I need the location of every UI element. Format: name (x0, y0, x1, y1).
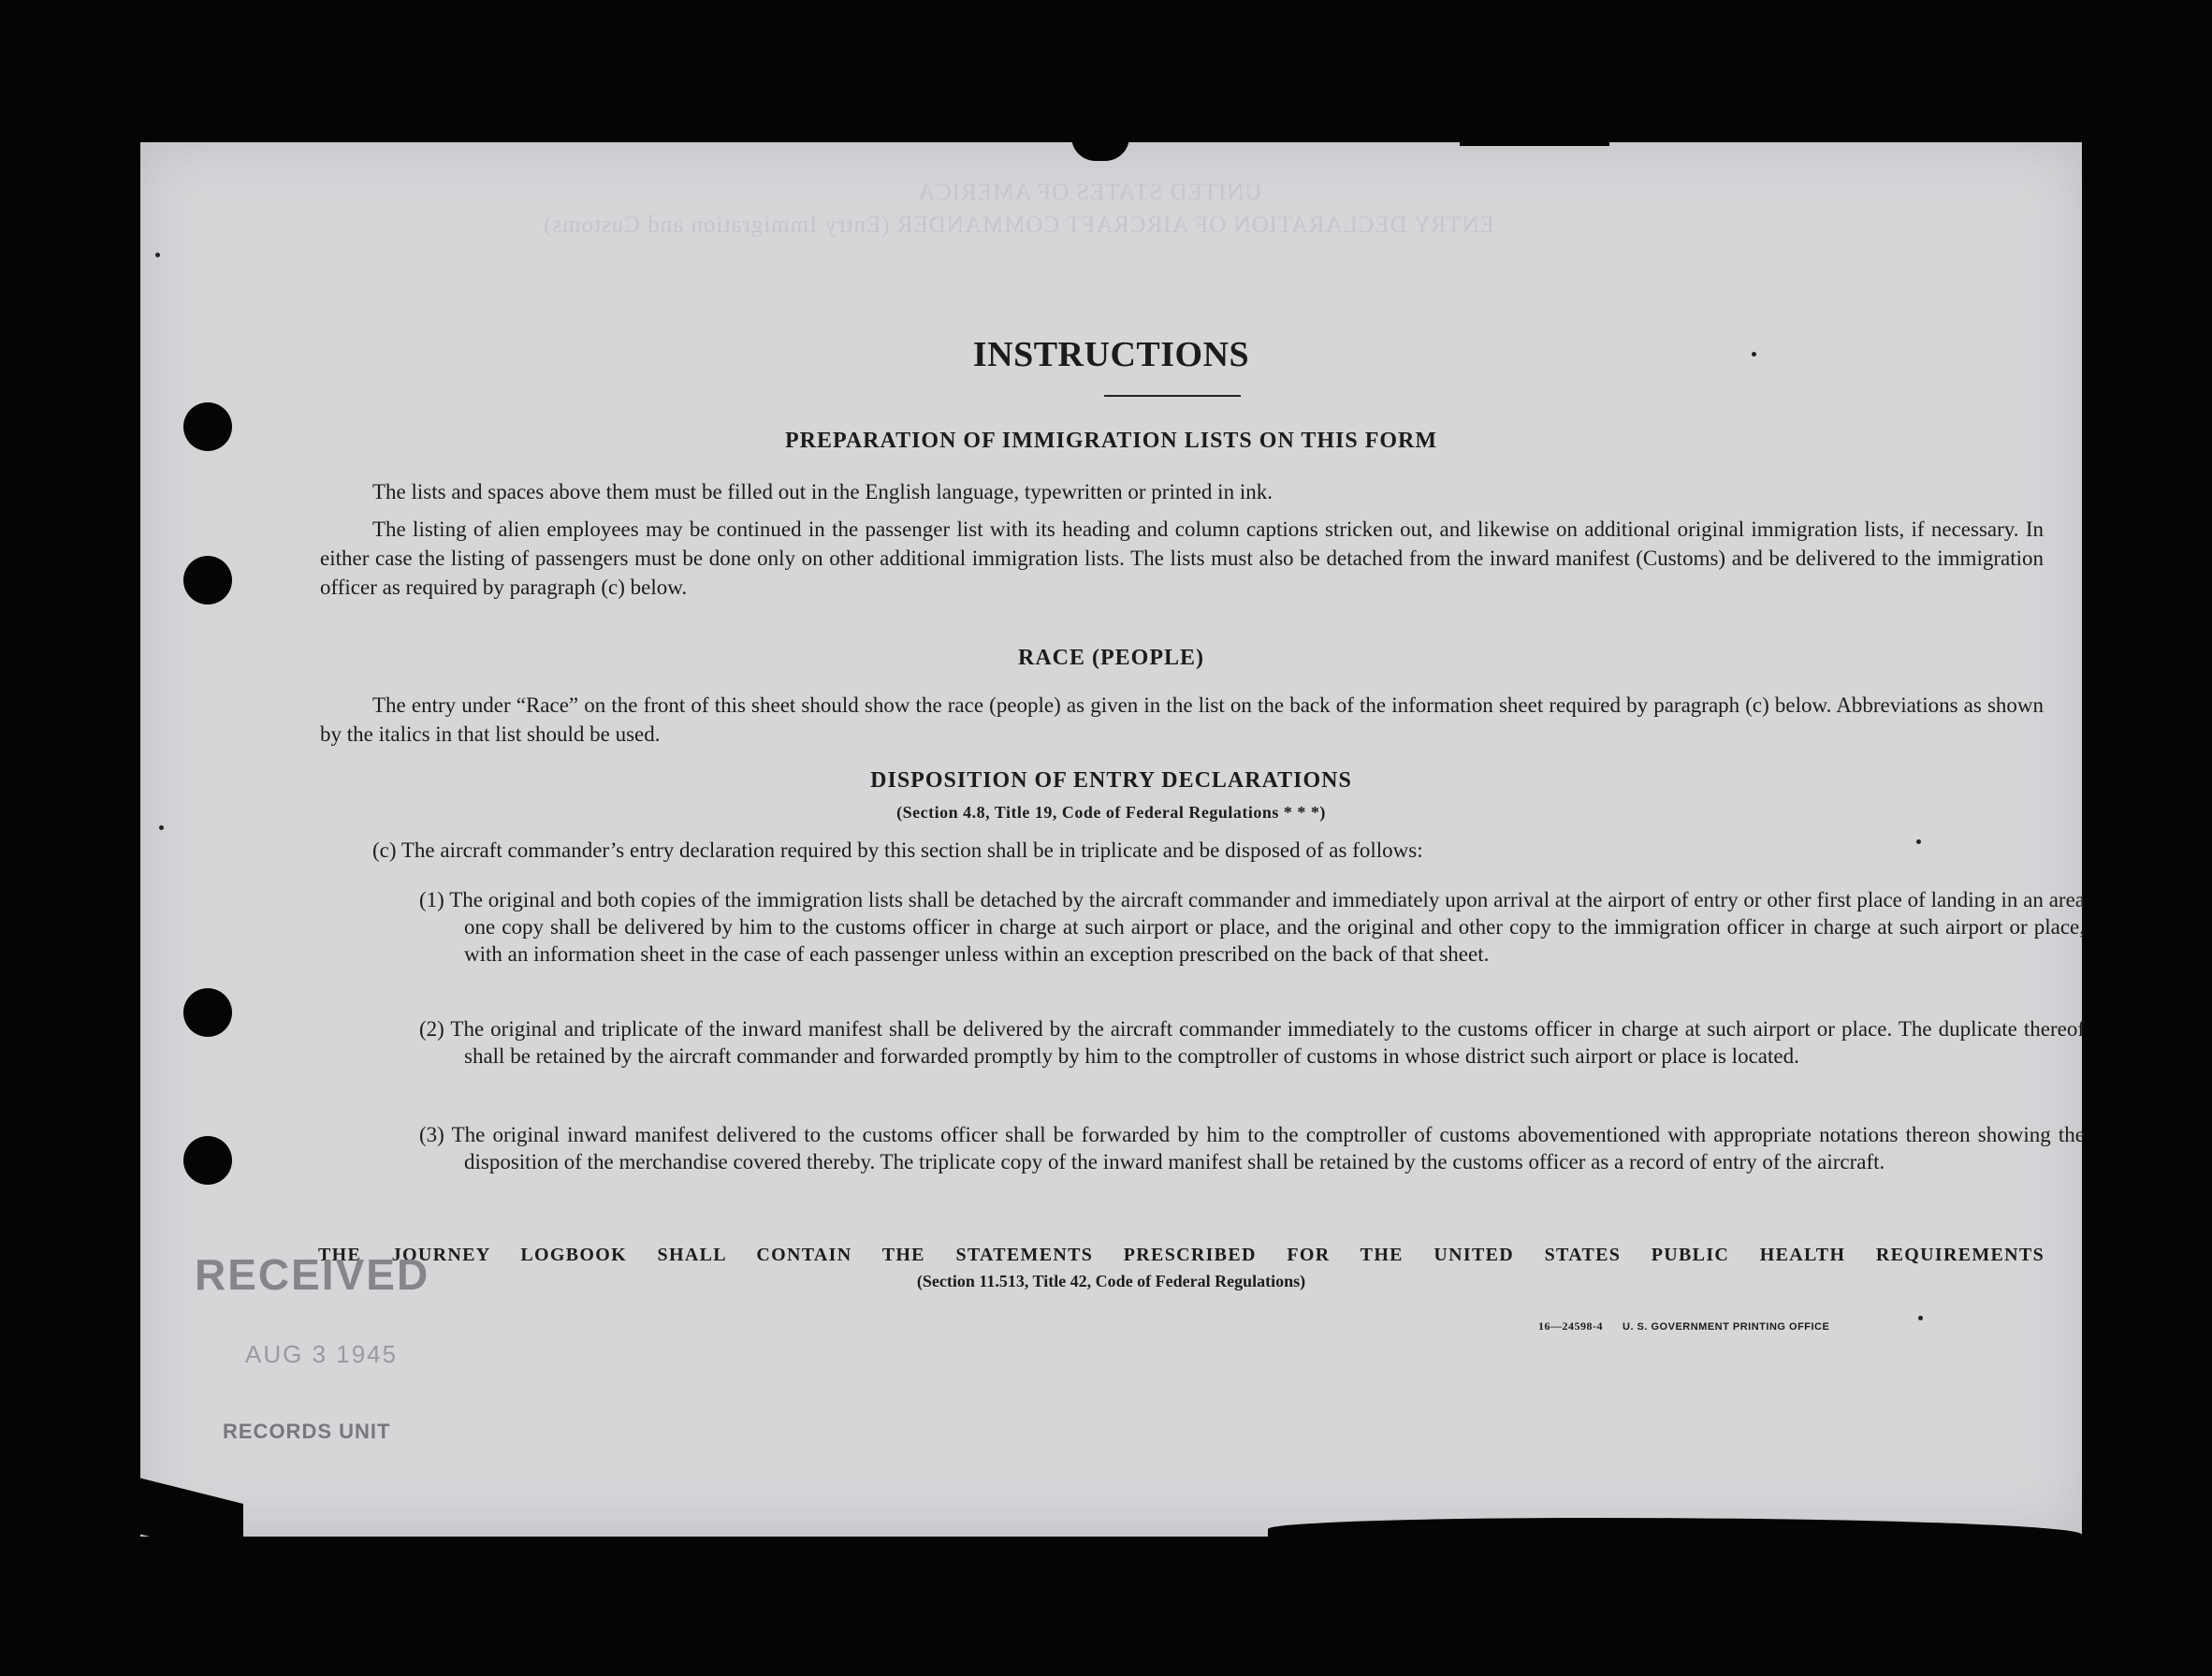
section-heading-race: RACE (PEOPLE) (1018, 646, 1204, 670)
bleed-through-text: UNITED STATES OF AMERICA (917, 180, 1262, 205)
printer-name: U. S. GOVERNMENT PRINTING OFFICE (1623, 1321, 1830, 1333)
punch-hole (183, 556, 232, 605)
speck (1918, 1316, 1923, 1320)
form-number (1538, 1319, 1829, 1334)
form-number-value: 16—24598-4 (1538, 1319, 1603, 1333)
punch-hole (183, 988, 232, 1037)
journey-logbook-notice: THE JOURNEY LOGBOOK SHALL CONTAIN THE STATEMENTS PRESCRIBED FOR THE UNITED STATES PUBLIC HEALTH REQUIREMENTS (318, 1245, 2045, 1265)
received-date-stamp: AUG 3 1945 (245, 1340, 399, 1368)
title-underline (1104, 395, 1241, 397)
journey-logbook-citation: (Section 11.513, Title 42, Code of Federal Regulations) (916, 1272, 1306, 1290)
torn-edge-bottom (1268, 1518, 2082, 1546)
preparation-paragraph-1: The lists and spaces above them must be filled out in the English language, typewritten or printed in ink. (372, 480, 1273, 503)
section-heading-preparation: PREPARATION OF IMMIGRATION LISTS ON THIS FORM (784, 429, 1438, 453)
speck (159, 825, 164, 830)
torn-edge-top-right (1460, 137, 1609, 146)
received-stamp: RECEIVED (195, 1250, 430, 1299)
page-title: INSTRUCTIONS (972, 335, 1250, 374)
race-paragraph: The entry under “Race” on the front of this sheet should show the race (people) as given in the list on the back of the information sheet required by paragraph (c) below. Abbreviations as shown by the italics in that list should be used. (320, 693, 2044, 746)
torn-edge-top (1071, 137, 1129, 161)
disposition-intro: (c) The aircraft commander’s entry declaration required by this section shall be in triplicate and be disposed of as follows: (372, 838, 1423, 862)
bleed-through-text: ENTRY DECLARATION OF AIRCRAFT COMMANDER (Entry Immigration and Customs) (543, 212, 1494, 238)
speck (155, 253, 160, 257)
disposition-item-2: (2) The original and triplicate of the inward manifest shall be delivered by the aircraft commander immediately to the customs officer in charge at such airport or place. The duplicate thereof shall be retained by the aircraft commander and forwarded promptly by him to the comptroller of customs in whose district such airport or place is located. (419, 1017, 2085, 1068)
records-unit-stamp: RECORDS UNIT (223, 1420, 391, 1443)
torn-corner-bottom-left (131, 1476, 243, 1560)
disposition-item-1: (1) The original and both copies of the immigration lists shall be detached by the aircraft commander and immediately upon arrival at the airport of entry or other first place of landing in an area one copy shall be delivered by him to the customs officer in charge at such airport or place, and the original and other copy to the immigration officer in charge at such airport or place, with an information sheet in the case of each passenger unless within an exception prescribed on the back of that sheet. (419, 888, 2085, 966)
disposition-item-3: (3) The original inward manifest delivered to the customs officer shall be forwarded by him to the comptroller of customs abovementioned with appropriate notations thereon showing the disposition of the merchandise covered thereby. The triplicate copy of the inward manifest shall be retained by the customs officer as a record of entry of the aircraft. (419, 1123, 2085, 1173)
document-page (140, 142, 2085, 1537)
section-heading-disposition: DISPOSITION OF ENTRY DECLARATIONS (870, 768, 1352, 793)
punch-hole (183, 1136, 232, 1185)
disposition-citation: (Section 4.8, Title 19, Code of Federal Regulations * * *) (896, 803, 1326, 822)
preparation-paragraph-2: The listing of alien employees may be continued in the passenger list with its heading and column captions stricken out, and likewise on additional original immigration lists, if necessary. In either case the listing of passengers must be done only on other additional immigration lists. The lists must also be detached from the inward manifest (Customs) and be delivered to the immigration officer as required by paragraph (c) below. (320, 517, 2044, 599)
